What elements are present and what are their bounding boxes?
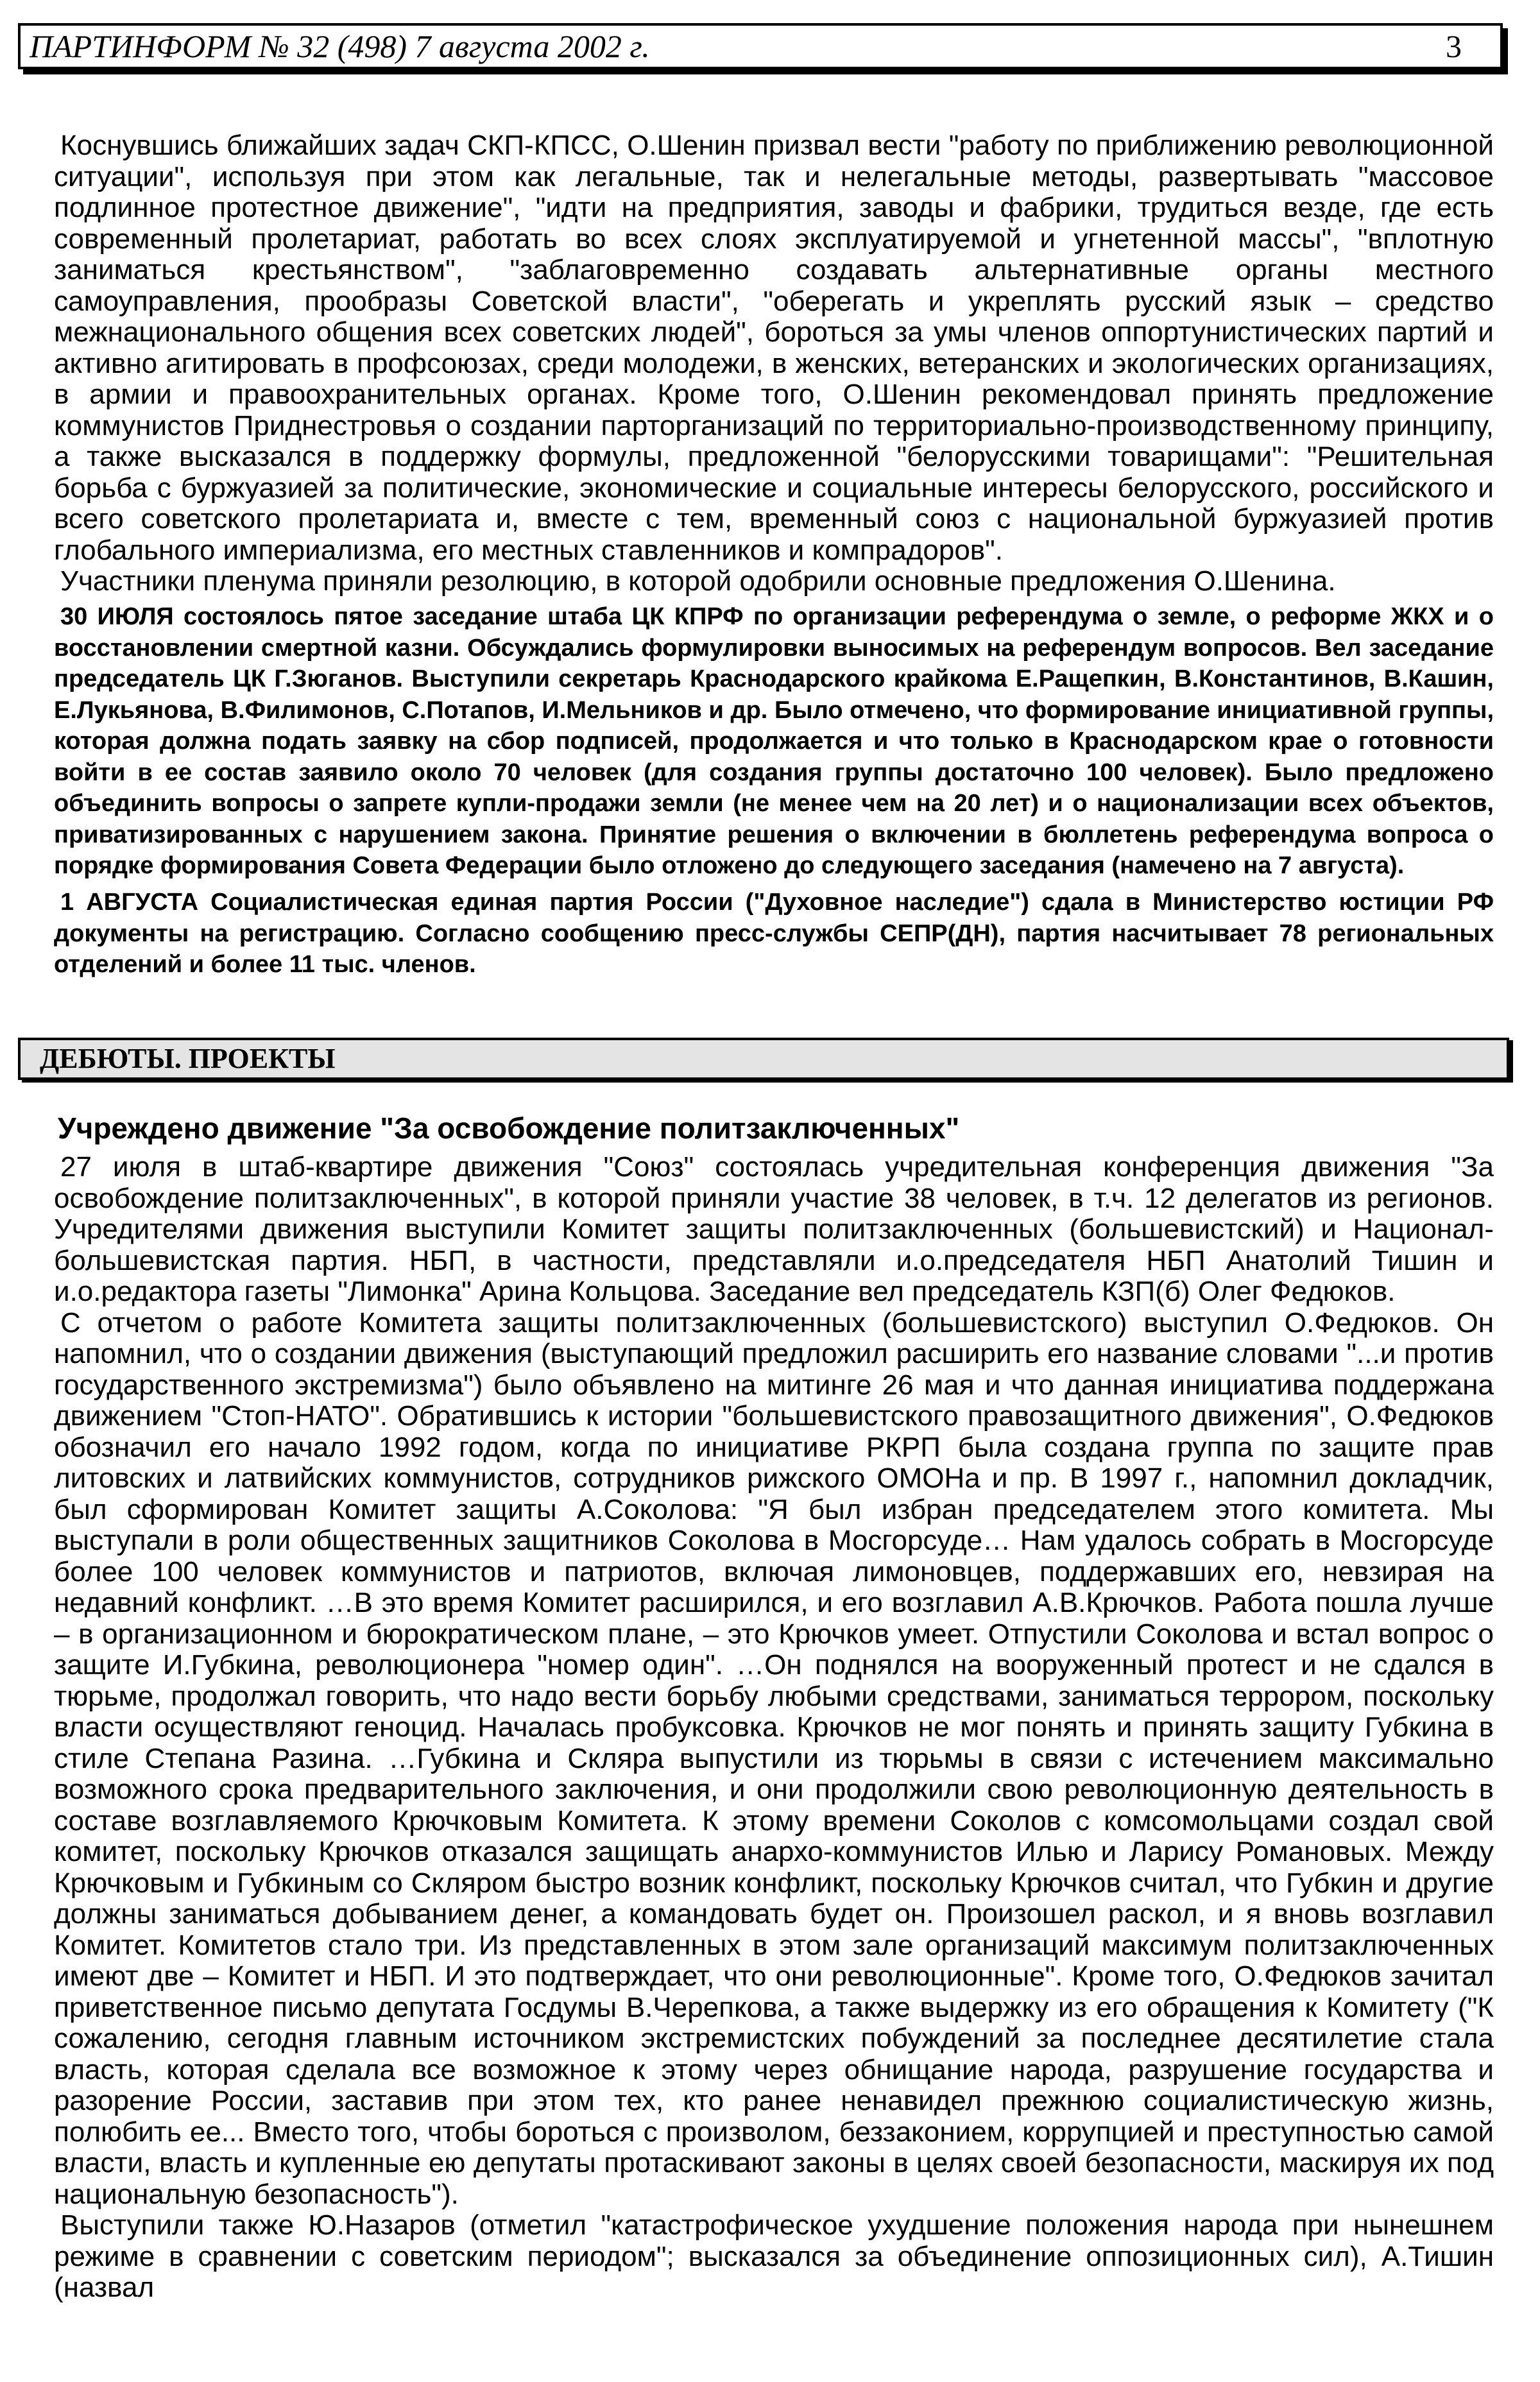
article-body xyxy=(54,1152,1494,2304)
shenin-report-text xyxy=(54,130,1494,597)
paragraph: Участники пленума приняли резолюцию, в которой одобрили основные предложения О.Шенина. xyxy=(60,565,1336,597)
section-heading: ДЕБЮТЫ. ПРОЕКТЫ xyxy=(40,1043,336,1074)
paragraph: Выступили также Ю.Назаров (отметил "катастрофическое ухудшение положения народа при нынешнем режиме в сравнении с советским периодом"; высказался за объединение оппозиционных сил), А.Тишин (назвал xyxy=(54,2209,1494,2303)
paragraph: Коснувшись ближайших задач СКП-КПСС, О.Шенин призвал вести "работу по приближению революционной ситуации", используя при этом как легальные, так и нелегальные методы, развертывать "массовое подлинное протестное движение", "идти на предприятия, заводы и фабрики, трудиться везде, где есть современный пролетариат, работать во всех слоях эксплуатируемой и угнетенной массы", "вплотную заниматься крестьянством", "заблаговременно создавать альтернативные органы местного самоуправления, прообразы Советской власти", "оберегать и укреплять русский язык – средство межнационального общения всех советских людей", бороться за умы членов оппортунистических партий и активно агитировать в профсоюзах, среди молодежи, в женских, ветеранских и экологических организациях, в армии и правоохранительных органах. Кроме того, О.Шенин рекомендовал принять предложение коммунистов Приднестровья о создании парторганизаций по территориально-производственному принципу, а также высказался в поддержку формулы, предложенной "белорусскими товарищами": "Решительная борьба с буржуазией за политические, экономические и социальные интересы белорусского, российского и всего советского пролетариата и, вместе с тем, временный союз с национальной буржуазией против глобального империализма, его местных ставленников и компрадоров". xyxy=(54,130,1494,566)
news-item-july-30 xyxy=(54,601,1494,882)
news-item-august-1 xyxy=(54,887,1494,981)
page-number: 3 xyxy=(1446,28,1462,64)
issue-title: ПАРТИНФОРМ № 32 (498) 7 августа 2002 г. xyxy=(30,28,650,64)
newspaper-header xyxy=(18,23,1503,69)
paragraph: С отчетом о работе Комитета защиты политзаключенных (большевистского) выступил О.Федюков. Он напомнил, что о создании движения (выступающий предложил расширить его название словами "...и против государственного экстремизма") было объявлено на митинге 26 мая и что данная инициатива поддержана движением "Стоп-НАТО". Обратившись к истории "большевистского правозащитного движения", О.Федюков обозначил его начало 1992 годом, когда по инициативе РКРП была создана группа по защите прав литовских и латвийских коммунистов, сотрудников рижского ОМОНа и пр. В 1997 г., напомнил докладчик, был сформирован Комитет защиты А.Соколова: "Я был избран председателем этого комитета. Мы выступали в роли общественных защитников Соколова в Мосгорсуде… Нам удалось собрать в Мосгорсуде более 100 человек коммунистов и патриотов, включая лимоновцев, поддержавших его, невзирая на недавний конфликт. …В это время Комитет расширился, и его возглавил А.В.Крючков. Работа пошла лучше – в организационном и бюрократическом плане, – это Крючков умеет. Отпустили Соколова и встал вопрос о защите И.Губкина, революционера "номер один". …Он поднялся на вооруженный протест и не сдался в тюрьме, продолжал говорить, что надо вести борьбу любыми средствами, заниматься террором, поскольку власти осуществляют геноцид. Началась пробуксовка. Крючков не мог понять и принять защиту Губкина в стиле Степана Разина. …Губкина и Скляра выпустили из тюрьмы в связи с истечением максимально возможного срока предварительного заключения, и они продолжили свою революционную деятельность в составе возглавляемого Крючковым Комитета. К этому времени Соколов с комсомольцами создал свой комитет, поскольку Крючков отказался защищать анархо-коммунистов Илью и Ларису Романовых. Между Крючковым и Губкиным со Скляром быстро возник конфликт, поскольку Крючков считал, что Губкин и другие должны заниматься добыванием денег, а командовать будет он. Произошел раскол, и я вновь возглавил Комитет. Комитетов стало три. Из представленных в этом зале организаций максимум политзаключенных имеют две – Комитет и НБП. И это подтверждает, что они революционные". Кроме того, О.Федюков зачитал приветственное письмо депутата Госдумы В.Черепкова, а также выдержку из его обращения к Комитету ("К сожалению, сегодня главным источником экстремистских побуждений за последнее десятилетие стала власть, которая сделала все возможное к этому через обнищание народа, разрушение государства и разорение России, заставив при этом тех, кто ранее ненавидел прежнюю социалистическую жизнь, полюбить ее... Вместо того, чтобы бороться с произволом, беззаконием, коррупцией и преступностью самой власти, власть и купленные ею депутаты протаскивают законы в целях своей безопасности, маскируя их под национальную безопасность"). xyxy=(54,1307,1494,2210)
article-title: Учреждено движение "За освобождение политзаключенных" xyxy=(58,1111,960,1145)
paragraph: 30 ИЮЛЯ состоялось пятое заседание штаба ЦК КПРФ по организации референдума о земле, о реформе ЖКХ и о восстановлении смертной казни. Обсуждались формулировки выносимых на референдум вопросов. Вел заседание председатель ЦК Г.Зюганов. Выступили секретарь Краснодарского крайкома Е.Ращепкин, В.Константинов, В.Кашин, Е.Лукьянова, В.Филимонов, С.Потапов, И.Мельников и др. Было отмечено, что формирование инициативной группы, которая должна подать заявку на сбор подписей, продолжается и что только в Краснодарском крае о готовности войти в ее состав заявило около 70 человек (для создания группы достаточно 100 человек). Было предложено объединить вопросы о запрете купли-продажи земли (не менее чем на 20 лет) и о национализации всех объектов, приватизированных с нарушением закона. Принятие решения о включении в бюллетень референдума вопроса о порядке формирования Совета Федерации было отложено до следующего заседания (намечено на 7 августа). xyxy=(54,603,1494,879)
section-heading-bar xyxy=(18,1038,1509,1080)
paragraph: 27 июля в штаб-квартире движения "Союз" состоялась учредительная конференция движения "За освобождение политзаключенных", в которой приняли участие 38 человек, в т.ч. 12 делегатов из регионов. Учредителями движения выступили Комитет защиты политзаключенных (большевистский) и Национал-большевистская партия. НБП, в частности, представляли и.о.председателя НБП Анатолий Тишин и и.о.редактора газеты "Лимонка" Арина Кольцова. Заседание вел председатель КЗП(б) Олег Федюков. xyxy=(54,1151,1494,1307)
paragraph: 1 АВГУСТА Социалистическая единая партия России ("Духовное наследие") сдала в Министерство юстиции РФ документы на регистрацию. Согласно сообщению пресс-службы СЕПР(ДН), партия насчитывает 78 региональных отделений и более 11 тыс. членов. xyxy=(54,889,1494,978)
